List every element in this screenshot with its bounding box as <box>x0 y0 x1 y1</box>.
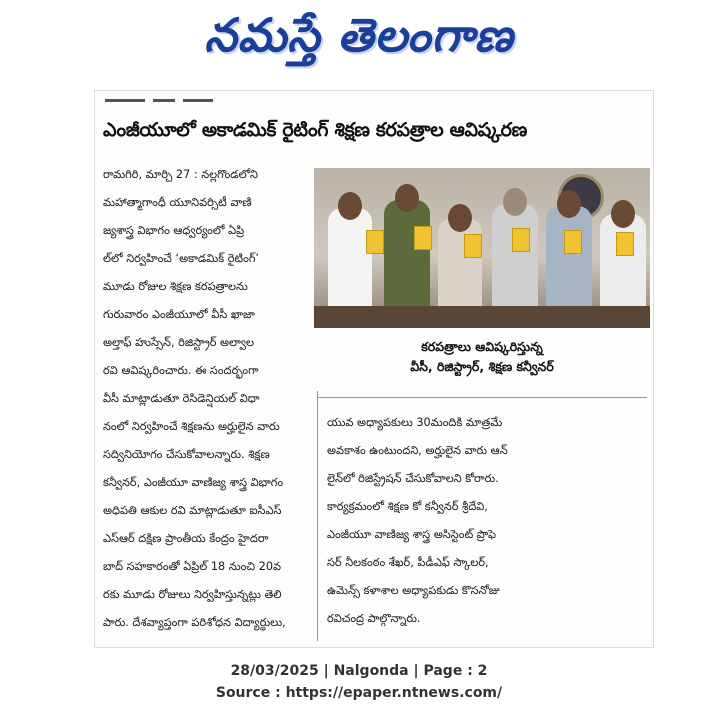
article-line: ఎంజీయూ వాణిజ్య శాస్త్ర అసిస్టెంట్ ప్రొఫె <box>327 528 497 541</box>
source-link[interactable]: Source : https://epaper.ntnews.com/ <box>215 685 503 701</box>
pamphlet <box>366 230 384 254</box>
article-left-column <box>103 161 311 637</box>
article-line: సర్ నీలకంఠం శేఖర్, పీడీఎఫ్ స్కాలర్, <box>327 556 489 569</box>
article-line: కన్వీనర్, ఎంజీయూ వాణిజ్య శాస్త్ర విభాగం <box>103 476 284 489</box>
article-line: ల్‌లో నిర్వహించే ‘అకాడమిక్ రైటింగ్’ <box>103 252 260 265</box>
person-head <box>503 188 527 216</box>
person-head <box>557 190 581 218</box>
article-line: అధిపతి ఆకుల రవి మాట్లాడుతూ ఐసీఎస్ <box>103 504 282 517</box>
news-clipping <box>94 90 654 648</box>
person-head <box>448 204 472 232</box>
clipping-top-rule <box>95 99 653 103</box>
article-line: లైన్‌లో రిజిస్ట్రేషన్ చేసుకోవాలని కోరారు. <box>327 472 499 485</box>
photo-caption <box>314 337 650 377</box>
page-footer <box>0 660 718 704</box>
article-line: జ్యశాస్త్ర విభాగం ఆధ్వర్యంలో ఏప్రి <box>103 224 245 237</box>
article-line: అల్తాఫ్ హుస్సేన్, రిజిస్ట్రార్ అల్వాల <box>103 336 255 349</box>
pamphlet <box>512 228 530 252</box>
caption-divider <box>317 397 647 398</box>
news-photo <box>314 168 650 328</box>
article-line: మహాత్మాగాంధీ యూనివర్సిటీ వాణి <box>103 196 252 209</box>
article-line: అవకాశం ఉంటుందని, అర్హులైన వారు ఆన్ <box>327 444 508 457</box>
edition-info: 28/03/2025 | Nalgonda | Page : 2 <box>230 663 488 679</box>
article-line: కార్యక్రమంలో శిక్షణ కో కన్వీనర్ శ్రీదేవి, <box>327 500 488 513</box>
desk <box>314 306 650 328</box>
article-line: పారు. దేశవ్యాప్తంగా పరిశోధన విద్యార్థులు, <box>103 616 286 629</box>
masthead <box>0 0 718 82</box>
pamphlet <box>414 226 432 250</box>
pamphlet <box>564 230 582 254</box>
pamphlet <box>616 232 634 256</box>
person-head <box>611 200 635 228</box>
person-head <box>338 192 362 220</box>
article-line: సద్వినియోగం చేసుకోవాలన్నారు. శిక్షణ <box>103 448 270 461</box>
article-line: రవిచంద్ర పాల్గొన్నారు. <box>327 612 421 625</box>
caption-line: వీసీ, రిజిస్ట్రార్, శిక్షణ కన్వీనర్ <box>410 359 554 374</box>
article-line: రామగిరి, మార్చి 27 : నల్లగొండలోని <box>103 168 258 181</box>
article-line: మూడు రోజుల శిక్షణ కరపత్రాలను <box>103 280 248 293</box>
article-line: యువ అధ్యాపకులు 30మందికి మాత్రమే <box>327 416 503 429</box>
article-headline: ఎంజీయూలో అకాడమిక్ రైటింగ్ శిక్షణ కరపత్రాల ఆవిష్కరణ <box>103 119 528 141</box>
article-line: బాద్ సహకారంతో ఏప్రిల్ 18 నుంచి 20వ <box>103 560 282 573</box>
pamphlet <box>464 234 482 258</box>
article-line: రకు మూడు రోజులు నిర్వహిస్తున్నట్లు తెలి <box>103 588 282 601</box>
article-line: గురువారం ఎంజీయూలో వీసీ ఖాజా <box>103 308 255 321</box>
article-right-column <box>327 409 647 633</box>
person-head <box>395 184 419 212</box>
caption-line: కరపత్రాలు ఆవిష్కరిస్తున్న <box>421 339 543 354</box>
article-line: వీసీ మాట్లాడుతూ రెసిడెన్షియల్ విధా <box>103 392 260 405</box>
column-divider <box>317 391 318 641</box>
article-line: రవి ఆవిష్కరించారు. ఈ సందర్భంగా <box>103 364 259 377</box>
article-line: ఎస్‌ఆర్ దక్షిణ ప్రాంతీయ కేంద్రం హైదరా <box>103 532 269 545</box>
newspaper-logo: నమస్తే తెలంగాణ <box>204 8 514 62</box>
article-line: ఉమెన్స్ కళాశాల అధ్యాపకుడు కొసనోజు <box>327 584 500 597</box>
article-line: నంలో నిర్వహించే శిక్షణను అర్హులైన వారు <box>103 420 280 433</box>
